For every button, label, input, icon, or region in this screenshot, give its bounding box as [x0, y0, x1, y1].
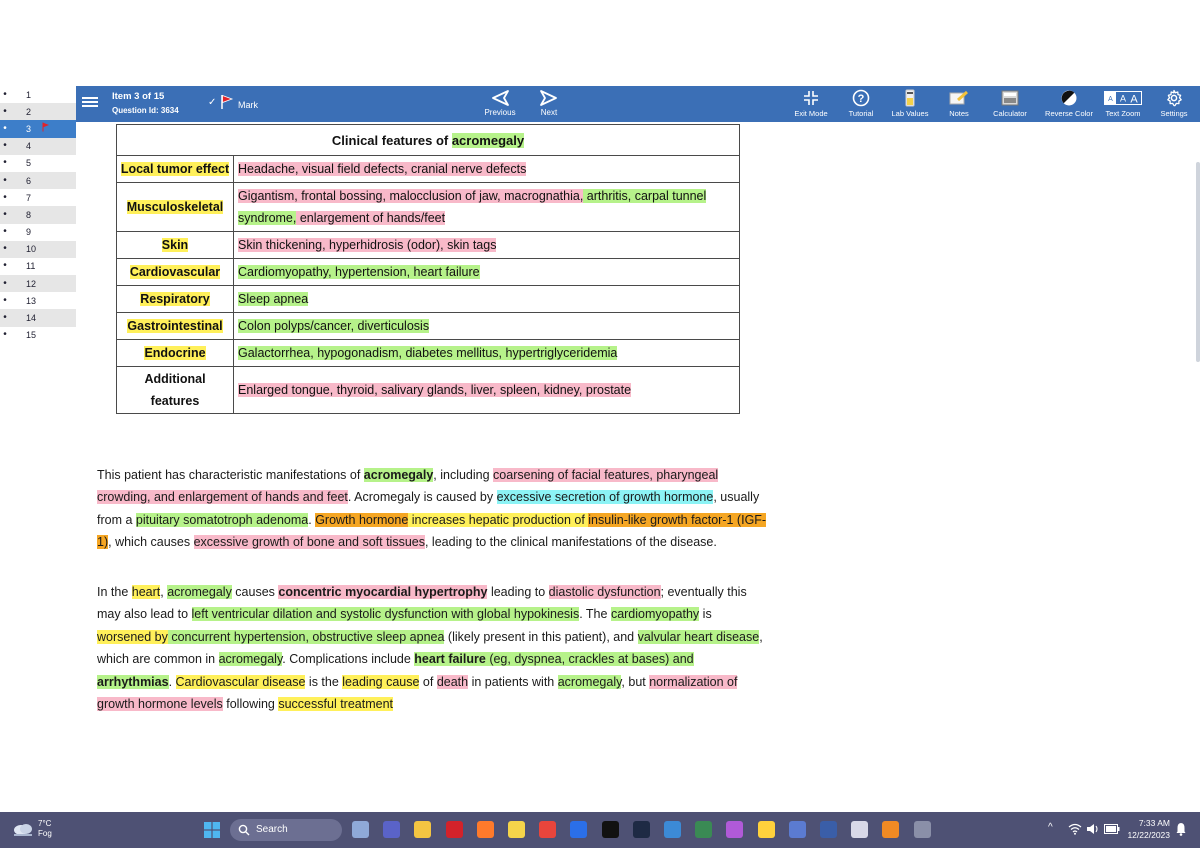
- question-nav-item[interactable]: [0, 327, 76, 344]
- exit-mode-label: Exit Mode: [794, 109, 828, 118]
- feature-category: [117, 183, 234, 232]
- bullet-icon: •: [3, 294, 7, 306]
- feature-description-text: Enlarged tongue, thyroid, salivary glands, liver, spleen, kidney, prostate: [238, 383, 632, 397]
- search-icon: [238, 824, 250, 836]
- explanation-text-segment: , including: [433, 468, 494, 482]
- bullet-icon: •: [3, 88, 7, 100]
- question-number: 6: [26, 175, 32, 186]
- bullet-icon: •: [3, 191, 7, 203]
- explanation-text-segment: cardiomyopathy: [610, 607, 700, 622]
- clock-time[interactable]: 7:33 AM: [1138, 818, 1170, 828]
- explanation-text-segment: . The: [579, 607, 611, 622]
- file-explorer-app-icon[interactable]: [414, 821, 431, 838]
- feature-category: [117, 232, 234, 259]
- feature-category-text: Local tumor effect: [120, 162, 230, 176]
- question-number: 9: [26, 227, 32, 238]
- svg-text:A: A: [1119, 93, 1127, 104]
- feature-description-text: Sleep apnea: [238, 292, 309, 306]
- text-zoom-button[interactable]: [1100, 89, 1146, 121]
- flag-icon: [42, 122, 50, 132]
- exit-mode-icon: [803, 90, 819, 106]
- feature-category-text: Endocrine: [144, 346, 206, 360]
- explanation-text-segment: Cardiovascular disease: [175, 674, 306, 689]
- next-arrow-icon: [538, 89, 560, 107]
- question-number: 10: [26, 244, 37, 255]
- question-nav-item[interactable]: [0, 241, 76, 258]
- netflix-app-icon[interactable]: [446, 821, 463, 838]
- question-nav-item[interactable]: [0, 172, 76, 189]
- feature-description-text: Galactorrhea, hypogonadism, diabetes mellitus, hypertriglyceridemia: [238, 346, 618, 360]
- bullet-icon: •: [3, 260, 7, 272]
- feature-category-text: Cardiovascular: [129, 265, 221, 279]
- bullet-icon: •: [3, 243, 7, 255]
- menu-icon[interactable]: [82, 95, 98, 111]
- explanation-text-segment: causes: [231, 585, 279, 599]
- question-number: 11: [26, 261, 36, 272]
- notification-bell-icon[interactable]: [1176, 822, 1186, 836]
- explanation-text-segment: leading cause: [342, 674, 420, 689]
- chevron-up-icon[interactable]: ^: [1048, 822, 1053, 833]
- explanation-text-segment: . Complications include: [282, 652, 415, 667]
- settings-label: Settings: [1160, 109, 1188, 118]
- gear-icon: [1165, 89, 1183, 107]
- explanation-text-segment: , leading to the clinical manifestations of the disease.: [424, 535, 717, 550]
- explanation-text-segment: ; eventually this may also lead to: [97, 585, 747, 622]
- chrome-app-icon[interactable]: [539, 821, 556, 838]
- bullet-icon: •: [3, 277, 7, 289]
- flag-icon[interactable]: [220, 94, 234, 110]
- explanation-text-segment: coarsening of facial features, pharyngeal crowding, and enlargement of hands and feet: [97, 468, 719, 505]
- feature-category: [117, 367, 234, 414]
- table-row: [117, 232, 740, 259]
- app-green-app-icon[interactable]: [695, 821, 712, 838]
- explanation-text-segment: ,: [160, 585, 168, 599]
- calendar-app-icon[interactable]: [508, 821, 525, 838]
- previous-button[interactable]: [475, 89, 525, 121]
- feature-category: [117, 156, 234, 183]
- top-toolbar: [76, 86, 1200, 122]
- help-circle-icon: [852, 89, 870, 107]
- mark-checkbox[interactable]: ✓: [208, 97, 217, 108]
- question-number: 13: [26, 295, 37, 306]
- screen: [0, 86, 1200, 840]
- weather-temperature: 7°C: [38, 819, 52, 828]
- explanation-text-segment: acromegaly: [218, 652, 283, 667]
- taskbar-search-box[interactable]: [230, 819, 342, 841]
- tutorial-button[interactable]: [842, 89, 880, 121]
- table-row: [117, 313, 740, 340]
- explanation-text-segment: pituitary somatotroph adenoma: [135, 512, 309, 527]
- explanation-text-segment: left ventricular dilation and systolic dysfunction with global hypokinesis: [191, 607, 580, 622]
- windows-start-icon[interactable]: [204, 822, 220, 838]
- explanation-text-segment: acromegaly: [167, 585, 232, 599]
- calculator-button[interactable]: [988, 89, 1032, 121]
- calculator-label: Calculator: [993, 109, 1027, 118]
- feature-category: [117, 286, 234, 313]
- weather-description: Fog: [38, 829, 52, 838]
- bullet-icon: •: [3, 312, 7, 324]
- settings-button[interactable]: [1154, 89, 1194, 121]
- question-nav-item[interactable]: [0, 103, 76, 120]
- reverse-color-button[interactable]: [1038, 89, 1100, 121]
- windows-taskbar: [0, 812, 1200, 848]
- notes-label: Notes: [949, 109, 969, 118]
- bullet-icon: •: [3, 140, 7, 152]
- bullet-icon: •: [3, 157, 7, 169]
- explanation-text-segment: (likely present in this patient), and: [444, 629, 638, 644]
- app-docs-app-icon[interactable]: [820, 821, 837, 838]
- question-id: Question Id: 3634: [112, 106, 179, 115]
- bullet-icon: •: [3, 226, 7, 238]
- question-content: [76, 122, 1200, 726]
- explanation-text-segment: worsened by: [97, 629, 168, 644]
- exit-mode-button[interactable]: [790, 89, 832, 121]
- app-screen-app-icon[interactable]: [851, 821, 868, 838]
- flask-icon: [903, 89, 917, 107]
- explanation-text-segment: leading to: [487, 585, 549, 599]
- explanation-text-segment: , which causes: [108, 535, 194, 550]
- question-nav-item[interactable]: [0, 86, 76, 103]
- table-row: [117, 286, 740, 313]
- content-scrollbar[interactable]: [1196, 162, 1200, 362]
- sticky-notes-app-icon[interactable]: [758, 821, 775, 838]
- explanation-text-segment: concentric myocardial hypertrophy: [278, 585, 488, 599]
- bullet-icon: •: [3, 105, 7, 117]
- lab-values-button[interactable]: [888, 89, 932, 121]
- feature-category-text: Musculoskeletal: [126, 200, 224, 214]
- question-number: 14: [26, 313, 37, 324]
- feature-description-text: Gigantism, frontal bossing, malocclusion of jaw, macrognathia,: [238, 189, 584, 203]
- question-nav-item[interactable]: [0, 206, 76, 223]
- tutorial-label: Tutorial: [848, 109, 874, 118]
- explanation-text-segment: This patient has characteristic manifestations of: [97, 468, 364, 482]
- explanation-text-segment: normalization of growth hormone levels: [97, 674, 738, 712]
- svg-text:A: A: [1108, 96, 1113, 103]
- table-title-highlight: acromegaly: [451, 132, 525, 148]
- feature-category-text: Additional features: [144, 372, 206, 408]
- question-nav-item[interactable]: [0, 258, 76, 275]
- question-number: 7: [26, 192, 32, 203]
- svg-text:A: A: [1130, 93, 1138, 106]
- dropbox-app-icon[interactable]: [570, 821, 587, 838]
- clinical-features-table: [116, 124, 740, 414]
- explanation-text-segment: , but: [621, 674, 650, 689]
- feature-description-text: Headache, visual field defects, cranial nerve defects: [238, 162, 527, 176]
- explanation-text-segment: insulin-like growth factor-1 (IGF-1): [97, 512, 767, 550]
- explanation-text-segment: death: [436, 674, 469, 689]
- bullet-icon: •: [3, 329, 7, 341]
- question-nav-item[interactable]: [0, 275, 76, 292]
- feature-category-text: Gastrointestinal: [127, 319, 223, 333]
- explanation-text-segment: .: [308, 512, 316, 527]
- explanation-text-segment: .: [168, 674, 176, 689]
- question-number: 8: [26, 209, 32, 220]
- question-navigator: [0, 86, 76, 726]
- steam-app-icon[interactable]: [633, 821, 650, 838]
- bullet-icon: •: [3, 174, 7, 186]
- feature-description: [234, 286, 740, 313]
- explanation-text-segment: of: [419, 674, 437, 689]
- question-number: 3: [26, 123, 32, 134]
- question-nav-item[interactable]: [0, 120, 76, 137]
- notes-icon: [949, 90, 969, 106]
- table-row: [117, 183, 740, 232]
- table-row: [117, 367, 740, 414]
- app-edit-app-icon[interactable]: [789, 821, 806, 838]
- question-nav-item[interactable]: [0, 224, 76, 241]
- explanation-text-segment: concurrent hypertension, obstructive sleep apnea: [167, 629, 445, 644]
- next-label: Next: [540, 108, 558, 117]
- explanation-text-segment: diastolic dysfunction: [548, 585, 661, 599]
- table-row: [117, 259, 740, 286]
- explanation-text-segment: heart: [131, 585, 161, 599]
- feature-description-text: arthritis, carpal tunnel syndrome,: [238, 189, 707, 225]
- table-title-text: Clinical features of: [331, 132, 452, 148]
- mail-app-icon[interactable]: [664, 821, 681, 838]
- feature-category-text: Respiratory: [140, 292, 210, 306]
- wifi-icon[interactable]: [1068, 823, 1082, 835]
- search-label: Search: [256, 824, 288, 835]
- table-row: [117, 156, 740, 183]
- feature-category: [117, 259, 234, 286]
- app-purple-app-icon[interactable]: [726, 821, 743, 838]
- app-orange-app-icon[interactable]: [882, 821, 899, 838]
- feature-description: [234, 313, 740, 340]
- explanation-paragraph-2: [97, 581, 769, 715]
- explanation-text-segment: excessive secretion of growth hormone: [496, 490, 714, 505]
- feature-description: [234, 183, 740, 232]
- explanation-text-segment: , usually from a: [97, 490, 760, 527]
- explanation-text-segment: , which are common in: [97, 629, 763, 667]
- feature-description: [234, 232, 740, 259]
- lab-values-label: Lab Values: [891, 109, 929, 118]
- feature-category-text: Skin: [161, 238, 189, 252]
- contrast-icon: [1060, 89, 1078, 107]
- feature-description-text: Colon polyps/cancer, diverticulosis: [238, 319, 430, 333]
- explanation-text-segment: following: [222, 697, 279, 712]
- explanation-text-segment: excessive growth of bone and soft tissues: [193, 535, 425, 550]
- explanation-text-segment: Growth hormone: [315, 512, 409, 527]
- previous-arrow-icon: [489, 89, 511, 107]
- explanation-text-segment: heart failure: [414, 652, 486, 667]
- firefox-app-icon[interactable]: [477, 821, 494, 838]
- explanation-text-segment: acromegaly: [363, 468, 434, 482]
- feature-category: [117, 313, 234, 340]
- table-row: [117, 340, 740, 367]
- feature-description: [234, 340, 740, 367]
- question-number: 2: [26, 106, 32, 117]
- explanation-text-segment: acromegaly: [557, 674, 622, 689]
- text-zoom-icon: [1104, 90, 1142, 106]
- explanation-text-segment: increases hepatic production of: [408, 512, 589, 527]
- calculator-app-app-icon[interactable]: [914, 821, 931, 838]
- question-nav-item[interactable]: [0, 189, 76, 206]
- volume-icon[interactable]: [1086, 823, 1100, 835]
- previous-label: Previous: [484, 108, 516, 117]
- explanation-text-segment: is the: [305, 674, 343, 689]
- explanation-text-segment: arrhythmias: [97, 674, 169, 689]
- text-zoom-label: Text Zoom: [1105, 109, 1141, 118]
- question-nav-item[interactable]: [0, 309, 76, 326]
- widgets-app-icon[interactable]: [352, 821, 369, 838]
- question-number: 12: [26, 278, 37, 289]
- bullet-icon: •: [3, 208, 7, 220]
- clock-date[interactable]: 12/22/2023: [1127, 830, 1170, 840]
- question-number: 15: [26, 330, 37, 341]
- explanation-text-segment: valvular heart disease: [637, 629, 760, 644]
- mark-label[interactable]: Mark: [238, 100, 258, 110]
- calculator-icon: [1001, 90, 1019, 106]
- tidal-app-icon[interactable]: [602, 821, 619, 838]
- explanation-text-segment: in patients with: [468, 674, 558, 689]
- question-nav-item[interactable]: [0, 155, 76, 172]
- explanation-text-segment: successful treatment: [278, 697, 393, 712]
- question-nav-item[interactable]: [0, 292, 76, 309]
- question-number: 4: [26, 141, 32, 152]
- notes-button[interactable]: [942, 89, 976, 121]
- feature-description: [234, 259, 740, 286]
- explanation-text-segment: . Acromegaly is caused by: [347, 490, 497, 505]
- feature-description-text: Skin thickening, hyperhidrosis (odor), skin tags: [238, 238, 497, 252]
- reverse-color-label: Reverse Color: [1045, 109, 1093, 118]
- svg-text:?: ?: [857, 93, 865, 105]
- explanation-paragraph-1: [97, 464, 769, 554]
- explanation-text-segment: is: [699, 607, 712, 622]
- explanation-text-segment: In the: [97, 585, 132, 599]
- explanation-text-segment: (eg, dyspnea, crackles at bases) and: [485, 652, 694, 667]
- feature-category: [117, 340, 234, 367]
- teams-app-icon[interactable]: [383, 821, 400, 838]
- question-number: 5: [26, 158, 32, 169]
- feature-description: [234, 156, 740, 183]
- next-button[interactable]: [524, 89, 574, 121]
- bullet-icon: •: [3, 122, 7, 134]
- question-number: 1: [26, 89, 32, 100]
- cloud-icon: [12, 820, 34, 838]
- feature-description: [234, 367, 740, 414]
- feature-description-text: Cardiomyopathy, hypertension, heart failure: [238, 265, 480, 279]
- item-counter: Item 3 of 15: [112, 91, 165, 102]
- question-nav-item[interactable]: [0, 138, 76, 155]
- table-title: [117, 125, 740, 156]
- feature-description-text: enlargement of hands/feet: [296, 211, 446, 225]
